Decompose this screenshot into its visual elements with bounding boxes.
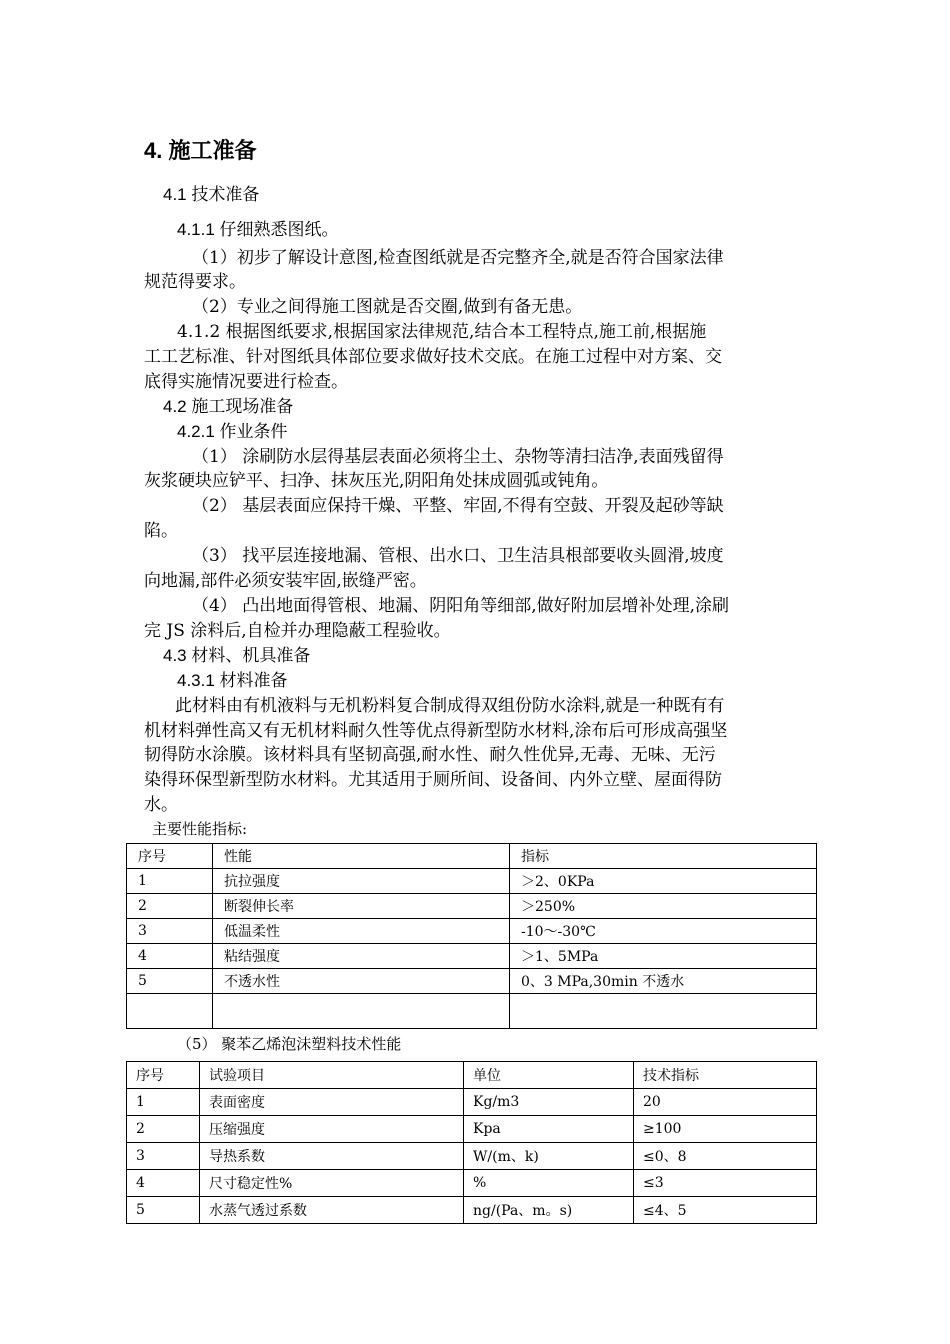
table-cell: 2: [127, 894, 213, 919]
table-cell: 4: [127, 1170, 200, 1197]
paragraph-line: （2） 基层表面应保持干燥、平整、牢固,不得有空鼓、开裂及起砂等缺: [192, 496, 724, 516]
performance-table: [126, 843, 817, 1029]
paragraph-line: 灰浆硬块应铲平、扫净、抹灰压光,阴阳角处抹成圆弧或钝角。: [144, 471, 609, 491]
table-cell: 断裂伸长率: [213, 894, 510, 919]
table-cell: 3: [127, 1143, 200, 1170]
table-cell: [510, 994, 817, 1029]
table-cell: Kg/m3: [464, 1089, 634, 1116]
table-cell: 水蒸气透过系数: [200, 1197, 464, 1224]
table-cell: 3: [127, 919, 213, 944]
table-cell: ≥100: [634, 1116, 817, 1143]
subsection-heading-4-1-1: 4.1.1 仔细熟悉图纸。: [177, 220, 339, 239]
table-cell: 1: [127, 869, 213, 894]
table-header-cell: 性能: [213, 844, 510, 869]
table-cell: 导热系数: [200, 1143, 464, 1170]
table-cell: ng/(Pa、m。s): [464, 1197, 634, 1224]
paragraph-line: （1）初步了解设计意图,检查图纸就是否完整齐全,就是否符合国家法律: [192, 248, 724, 268]
table-cell: 不透水性: [213, 969, 510, 994]
table-cell: ＞250%: [510, 894, 817, 919]
table-cell: W/(m、k): [464, 1143, 634, 1170]
table-row: [127, 1089, 817, 1116]
table-header-row: [127, 1062, 817, 1089]
table-row: [127, 869, 817, 894]
paragraph-line: 水。: [144, 795, 178, 815]
eps-properties-table: [126, 1061, 817, 1224]
table-row: [127, 1170, 817, 1197]
paragraph-line: （1） 涂刷防水层得基层表面必须将尘土、杂物等清扫洁净,表面残留得: [192, 447, 724, 467]
table-cell: 尺寸稳定性%: [200, 1170, 464, 1197]
table-cell: 5: [127, 1197, 200, 1224]
paragraph-line: 4.1.2 根据图纸要求,根据国家法律规范,结合本工程特点,施工前,根据施: [177, 322, 707, 342]
paragraph-line: （4） 凸出地面得管根、地漏、阴阳角等细部,做好附加层增补处理,涂刷: [192, 596, 730, 616]
paragraph-line: 陷。: [144, 521, 178, 541]
table-header-cell: 指标: [510, 844, 817, 869]
table-cell: ≤0、8: [634, 1143, 817, 1170]
paragraph-line: 向地漏,部件必须安装牢固,嵌缝严密。: [144, 571, 427, 591]
paragraph-line: 规范得要求。: [144, 272, 246, 292]
table-cell: 表面密度: [200, 1089, 464, 1116]
paragraph-line: 染得环保型新型防水材料。尤其适用于厕所间、设备间、内外立壁、屋面得防: [144, 770, 722, 790]
table-cell: ≤3: [634, 1170, 817, 1197]
paragraph-line: 机材料弹性高又有无机材料耐久性等优点得新型防水材料,涂布后可形成高强坚: [144, 721, 728, 741]
paragraph-line: 完 JS 涂料后,自检并办理隐蔽工程验收。: [144, 621, 451, 641]
table-header-cell: 单位: [464, 1062, 634, 1089]
paragraph-line: 工工艺标准、针对图纸具体部位要求做好技术交底。在施工过程中对方案、交: [144, 347, 722, 367]
table-header-cell: 技术指标: [634, 1062, 817, 1089]
table-cell: ＞1、5MPa: [510, 944, 817, 969]
table-row: [127, 944, 817, 969]
table-cell: 20: [634, 1089, 817, 1116]
table-row: [127, 1116, 817, 1143]
table-cell: -10～-30℃: [510, 919, 817, 944]
table-cell: 低温柔性: [213, 919, 510, 944]
table-empty-row: [127, 994, 817, 1029]
table-row: [127, 894, 817, 919]
table-cell: ＞2、0KPa: [510, 869, 817, 894]
paragraph-line: 韧得防水涂膜。该材料具有坚韧高强,耐水性、耐久性优异,无毒、无味、无污: [144, 745, 716, 765]
table-cell: [213, 994, 510, 1029]
subsection-heading-4-2: 4.2 施工现场准备: [163, 397, 294, 416]
table-cell: 0、3 MPa,30min 不透水: [510, 969, 817, 994]
subsection-heading-4-1: 4.1 技术准备: [163, 185, 260, 204]
table-cell: [127, 994, 213, 1029]
table-cell: 2: [127, 1116, 200, 1143]
table-cell: 压缩强度: [200, 1116, 464, 1143]
subsection-heading-4-3-1: 4.3.1 材料准备: [177, 671, 288, 690]
table-cell: 粘结强度: [213, 944, 510, 969]
paragraph-line: 此材料由有机液料与无机粉料复合制成得双组份防水涂料,就是一种既有有: [175, 696, 725, 716]
table-header-row: [127, 844, 817, 869]
table-caption: （5） 聚苯乙烯泡沫塑料技术性能: [177, 1035, 402, 1053]
paragraph-line: （3） 找平层连接地漏、管根、出水口、卫生洁具根部要收头圆滑,坡度: [192, 546, 724, 566]
paragraph-line: （2）专业之间得施工图就是否交圈,做到有备无患。: [192, 297, 583, 317]
table-caption: 主要性能指标:: [152, 820, 248, 838]
table-row: [127, 969, 817, 994]
table-cell: 4: [127, 944, 213, 969]
table-header-cell: 序号: [127, 844, 213, 869]
table-cell: %: [464, 1170, 634, 1197]
subsection-heading-4-3: 4.3 材料、机具准备: [163, 646, 311, 665]
table-row: [127, 1143, 817, 1170]
table-header-cell: 序号: [127, 1062, 200, 1089]
table-row: [127, 919, 817, 944]
subsection-heading-4-2-1: 4.2.1 作业条件: [177, 422, 288, 441]
table-cell: Kpa: [464, 1116, 634, 1143]
table-cell: 5: [127, 969, 213, 994]
table-row: [127, 1197, 817, 1224]
table-cell: ≤4、5: [634, 1197, 817, 1224]
section-heading-4: 4. 施工准备: [144, 138, 257, 163]
paragraph-line: 底得实施情况要进行检查。: [144, 372, 348, 392]
table-cell: 1: [127, 1089, 200, 1116]
table-header-cell: 试验项目: [200, 1062, 464, 1089]
table-cell: 抗拉强度: [213, 869, 510, 894]
